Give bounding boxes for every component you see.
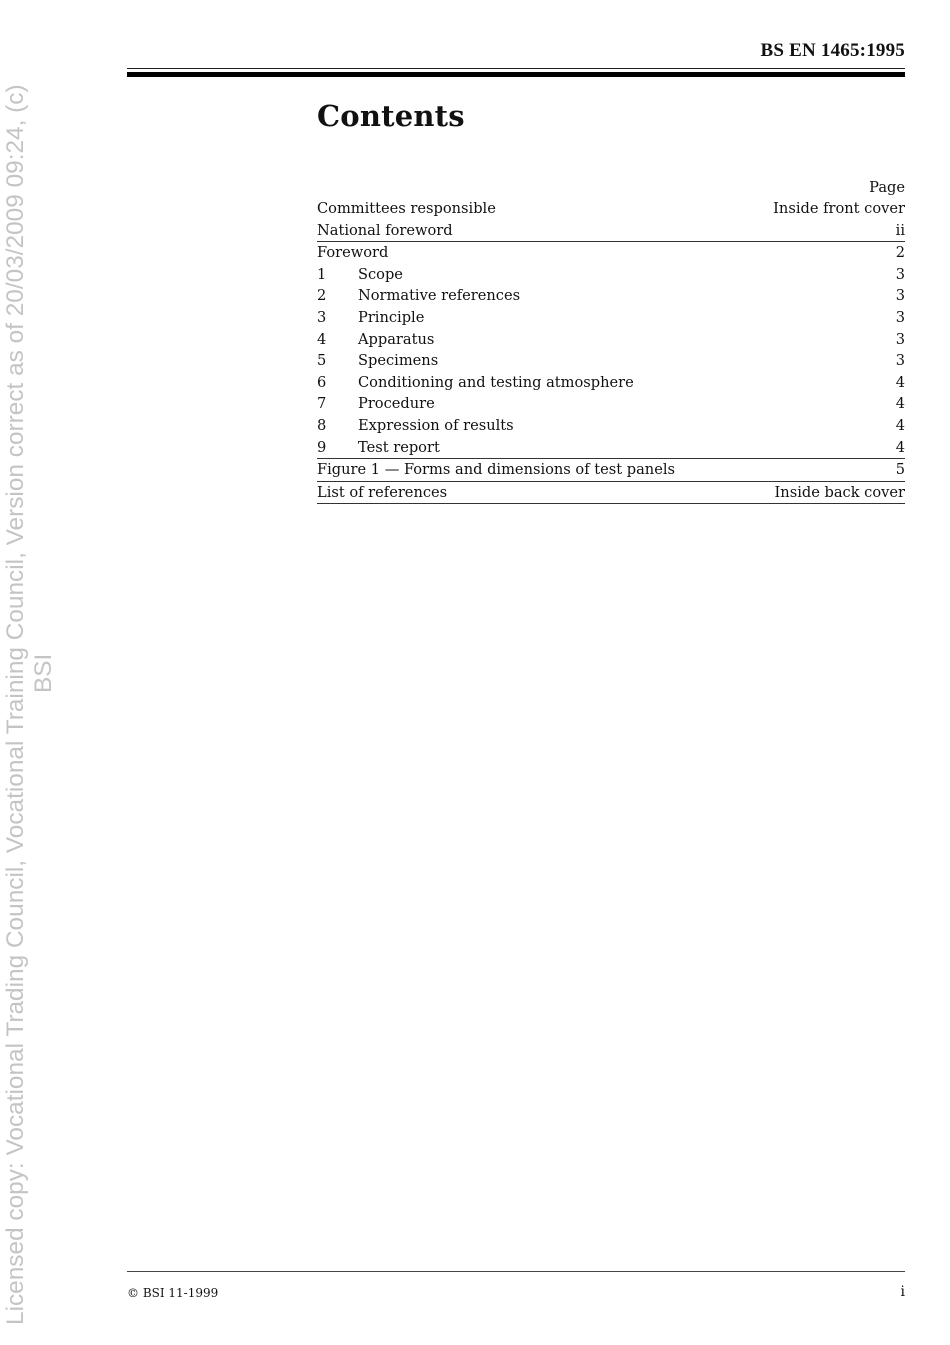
toc-entry[interactable]	[317, 242, 905, 264]
page-column-header: Page	[869, 179, 905, 196]
license-watermark	[0, 0, 70, 1345]
toc-entry[interactable]	[317, 350, 905, 372]
toc-entry[interactable]	[317, 198, 905, 220]
toc-entry-label: Figure 1 — Forms and dimensions of test panels	[317, 461, 675, 479]
toc-entry-label: Specimens	[358, 352, 439, 370]
toc-entry[interactable]	[317, 307, 905, 329]
toc-entry-number: 4	[317, 330, 327, 348]
toc-entry-number: 7	[317, 395, 327, 413]
toc-entry-page: 3	[895, 330, 905, 348]
toc-entry[interactable]	[317, 415, 905, 437]
toc-entry-label: National foreword	[317, 221, 453, 239]
toc-entry[interactable]	[317, 372, 905, 394]
toc-entry-label: Principle	[358, 308, 425, 326]
footer-rule	[127, 1271, 905, 1272]
watermark-line-1: Licensed copy: Vocational Trading Council, Vocational Training Council, Version correct as of 20/03/2009 09:24, (c)	[2, 84, 29, 1325]
toc-entry-page: 3	[895, 308, 905, 326]
toc-entry-page: 3	[895, 265, 905, 283]
toc-entry-page: 4	[895, 416, 905, 434]
toc-entry[interactable]	[317, 285, 905, 307]
toc-entry-page: 4	[895, 395, 905, 413]
toc-entry-page: 4	[895, 438, 905, 456]
toc-entry-page: Inside front cover	[773, 200, 905, 217]
toc-entry[interactable]	[317, 329, 905, 351]
watermark-line-2: BSI	[30, 653, 57, 693]
toc-entry-label: Procedure	[358, 395, 435, 413]
toc-entry-label: Expression of results	[358, 416, 514, 434]
toc-entry-label: Scope	[358, 265, 403, 283]
toc-entry-number: 6	[317, 373, 327, 391]
table-of-contents	[317, 178, 905, 504]
toc-entry-label: Apparatus	[358, 330, 435, 348]
toc-entry-number: 5	[317, 352, 327, 370]
toc-entry[interactable]	[317, 482, 905, 505]
toc-entry-page: 2	[895, 244, 905, 262]
toc-entry-label: Normative references	[358, 287, 521, 305]
toc-entry[interactable]	[317, 437, 905, 460]
toc-entry[interactable]	[317, 393, 905, 415]
toc-entry-number: 9	[317, 438, 327, 456]
toc-entry-page: ii	[895, 221, 905, 239]
toc-entry-label: Committees responsible	[317, 200, 496, 217]
page-number: i	[900, 1284, 905, 1300]
toc-entry-label: Conditioning and testing atmosphere	[358, 373, 634, 391]
toc-entry-label: List of references	[317, 483, 448, 501]
toc-entry-number: 2	[317, 287, 327, 305]
toc-entry-label: Foreword	[317, 244, 389, 262]
header-rule-thin	[127, 68, 905, 69]
copyright-notice: © BSI 11-1999	[127, 1286, 219, 1300]
document-identifier: BS EN 1465:1995	[760, 40, 905, 61]
page-title: Contents	[317, 99, 465, 133]
toc-entry-number: 3	[317, 308, 327, 326]
toc-entry-number: 1	[317, 265, 327, 283]
toc-entry-page: Inside back cover	[774, 483, 905, 501]
toc-entry-page: 5	[895, 461, 905, 479]
header-rule-thick	[127, 72, 905, 77]
toc-entry-number: 8	[317, 416, 327, 434]
toc-entry-page: 3	[895, 287, 905, 305]
toc-entry-page: 4	[895, 373, 905, 391]
toc-entry[interactable]	[317, 264, 905, 286]
toc-entry[interactable]	[317, 220, 905, 243]
toc-entry-label: Test report	[358, 438, 440, 456]
toc-entry[interactable]	[317, 459, 905, 482]
toc-entry-page: 3	[895, 352, 905, 370]
